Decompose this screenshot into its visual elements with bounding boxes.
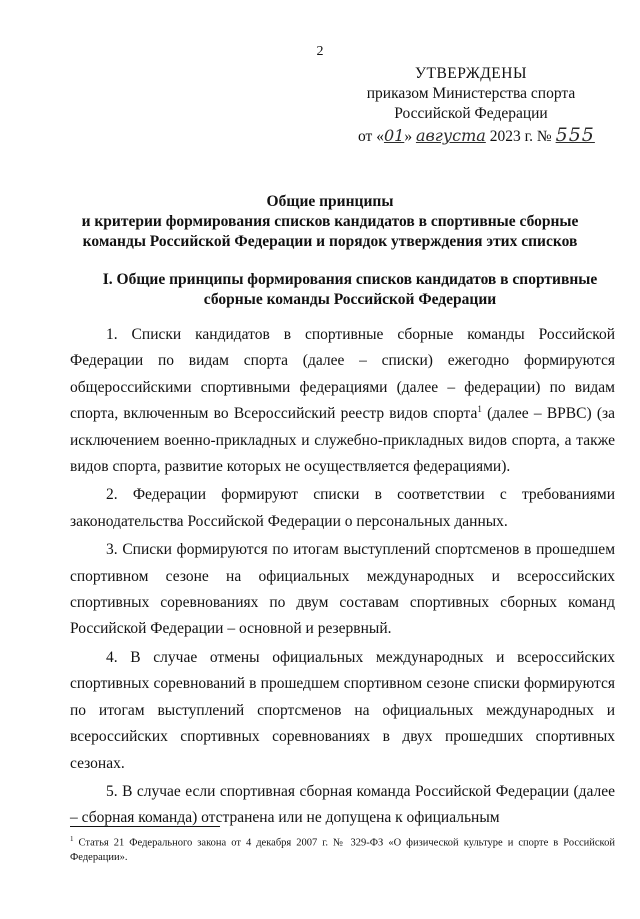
- paragraph-2: 2. Федерации формируют списки в соответствии с требованиями законодательства Российской Федерации о персональных данных.: [70, 486, 615, 530]
- paragraph-5: 5. В случае если спортивная сборная команда Российской Федерации (далее – сборная команда) отстранена или не допущена к официальным: [70, 782, 615, 827]
- handwritten-month: августа: [415, 126, 486, 145]
- footnote-separator: [70, 826, 220, 827]
- footnote-reference: 1: [477, 404, 482, 415]
- paragraph-1-text-a: 1. Списки кандидатов в спортивные сборные команды Российской Федерации по видам спорта (далее – списки) ежегодно формируются общероссийскими спортивными федерациями (далее – федерации) по видам спорта, включенным во Всероссийский реестр видов спорта: [70, 326, 615, 423]
- approval-line-2: Российской Федерации: [394, 105, 548, 122]
- handwritten-order-number: 555: [555, 124, 595, 146]
- paragraph-4: 4. В случае отмены официальных международных и всероссийских спортивных соревнований в прошедшем спортивном сезоне списки формируются по итогам выступлений спортсменов на официальных международных и всероссийских спортивных соревнованиях в двух прошедших спортивных сезонах.: [70, 648, 615, 772]
- footnote-text: Статья 21 Федерального закона от 4 декабря 2007 г. № 329-ФЗ «О физической культуре и спорте в Российской Федерации».: [70, 837, 615, 863]
- document-title: [60, 192, 600, 252]
- paragraph-3: 3. Списки формируются по итогам выступлений спортсменов в прошедшем спортивном сезоне на официальных международных и всероссийских спортивных соревнованиях по двум составам спортивных сборных команд Российской Федерации – основной и резервный.: [70, 541, 615, 638]
- footnote: [70, 832, 615, 865]
- date-year: 2023 г. №: [489, 128, 552, 145]
- section-title: [100, 270, 600, 310]
- document-title-line-1: Общие принципы: [266, 193, 394, 210]
- section-title-line-1: I. Общие принципы формирования списков кандидатов в спортивные: [102, 271, 598, 288]
- approval-title: УТВЕРЖДЕНЫ: [415, 65, 527, 82]
- approval-line-1: приказом Министерства спорта: [366, 85, 576, 102]
- date-mid: »: [404, 128, 413, 145]
- paragraph-1: [70, 322, 615, 480]
- handwritten-day: 01: [383, 126, 405, 145]
- approval-date-line: [358, 125, 608, 147]
- document-title-line-3: команды Российской Федерации и порядок утверждения этих списков: [82, 233, 578, 250]
- approval-block: [358, 64, 616, 147]
- document-body: [70, 322, 615, 834]
- page-number: 2: [316, 44, 324, 59]
- paragraph-1-text-b: (далее – ВРВС) (за исключением военно-прикладных и служебно-прикладных видов спорта, а также видов спорта, развитие которых не осуществляется федерациями).: [70, 405, 615, 476]
- footnote-marker: 1: [70, 835, 74, 843]
- date-prefix: от «: [358, 128, 384, 145]
- section-title-line-2: сборные команды Российской Федерации: [203, 291, 497, 308]
- document-title-line-2: и критерии формирования списков кандидатов в спортивные сборные: [81, 213, 579, 230]
